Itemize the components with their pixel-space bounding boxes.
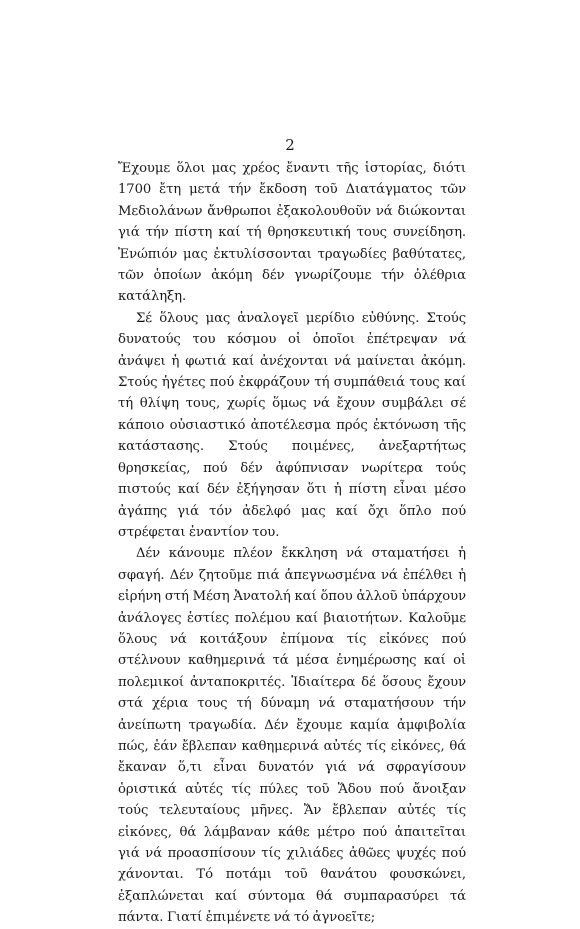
paragraph-2: Σέ ὅλους μας ἀναλογεῖ μερίδιο εὐθύνης. Στούς δυνατούς του κόσμου οἱ ὁποῖοι ἐπέτρεψαν νά ἀνάψει ἡ φωτιά καί ἀνέχονται νά μαίνεται ἀκόμη. Στούς ἡγέτες πού ἐκφράζουν τή συμπάθειά τους καί τή θλίψη τους, χωρίς ὅμως νά ἔχουν συμβάλει σέ κάποιο οὐσιαστικό ἀποτέλεσμα πρός ἐκτόνωση τῆς κατάστασης. Στούς ποιμένες, ἀνεξαρτήτως θρησκείας, πού δέν ἀφύπνισαν νωρίτερα τούς πιστούς καί δέν ἐξήγησαν ὅτι ἡ πίστη εἶναι μέσο ἀγάπης γιά τόν ἀδελφό μας καί ὄχι ὅπλο πού στρέφεται ἐναντίον του. xyxy=(118,310,466,540)
body-text xyxy=(118,158,466,929)
paragraph-3: Δέν κάνουμε πλέον ἔκκληση νά σταματήσει ἡ σφαγή. Δέν ζητοῦμε πιά ἀπεγνωσμένα νά ἐπέλθει ἡ εἰρήνη στή Μέση Ἀνατολή καί ὅπου ἀλλοῦ ὑπάρχουν ἀνάλογες ἑστίες πολέμου καί βιαιοτήτων. Καλοῦμε ὅλους νά κοιτάξουν ἐπίμονα τίς εἰκόνες πού στέλνουν καθημερινά τά μέσα ἐνημέρωσης καί οἱ πολεμικοί ἀνταποκριτές. Ἰδιαίτερα δέ ὅσους ἔχουν στά χέρια τους τή δύναμη νά σταματήσουν τήν ἀνείπωτη τραγωδία. Δέν ἔχουμε καμία ἀμφιβολία πώς, ἐάν ἔβλεπαν καθημερινά αὐτές τίς εἰκόνες, θά ἔκαναν ὅ,τι εἶναι δυνατόν γιά νά σφραγίσουν ὁριστικά αὐτές τίς πύλες τοῦ Ἅδου πού ἄνοιξαν τούς τελευταίους μῆνες. Ἄν ἔβλεπαν αὐτές τίς εἰκόνες, θά λάμβαναν κάθε μέτρο πού ἀπαιτεῖται γιά νά προασπίσουν τίς χιλιάδες ἀθῶες ψυχές πού χάνονται. Τό ποτάμι τοῦ θανάτου φουσκώνει, ἐξαπλώνεται καί σύντομα θά συμπαρασύρει τά πάντα. Γιατί ἐπιμένετε νά τό ἀγνοεῖτε; xyxy=(118,546,466,926)
page-number: 2 xyxy=(285,136,295,154)
paragraph-1: Ἔχουμε ὅλοι μας χρέος ἔναντι τῆς ἱστορίας, διότι 1700 ἔτη μετά τήν ἔκδοση τοῦ Διατάγματος τῶν Μεδιολάνων ἄνθρωποι ἐξακολουθοῦν νά διώκονται γιά τήν πίστη καί τή θρησκευτική τους συνείδηση. Ἐνώπιόν μας ἐκτυλίσσονται τραγωδίες βαθύτατες, τῶν ὁποίων ἀκόμη δέν γνωρίζουμε τήν ὀλέθρια κατάληξη. xyxy=(118,161,466,305)
